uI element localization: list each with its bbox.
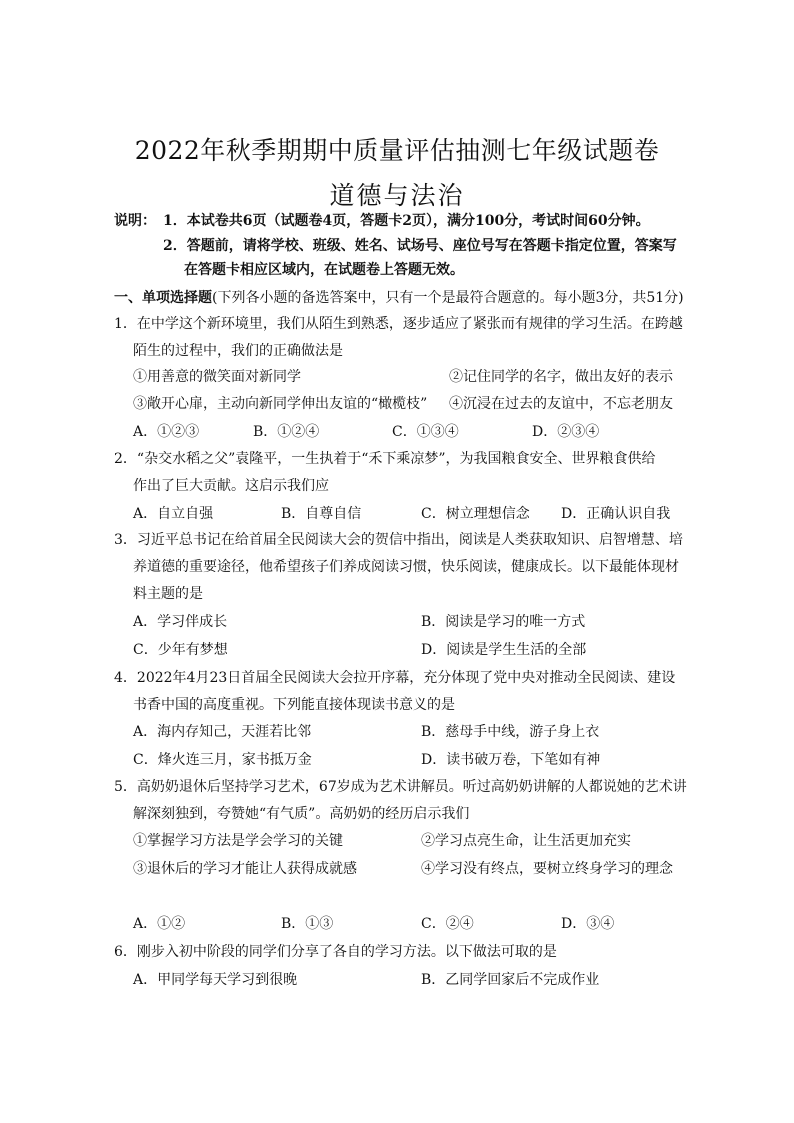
q2-option-c: C．树立理想信念 [421,506,530,522]
question-3-stem-cont: 养道德的重要途径，他希望孩子们养成阅读习惯，快乐阅读，健康成长。以下最能体现材 [133,559,679,575]
question-6-stem: 6．刚步入初中阶段的同学们分享了各自的学习方法。以下做法可取的是 [114,944,557,960]
question-5-stem-cont: 解深刻独到，夸赞她“有气质”。高奶奶的经历启示我们 [133,806,470,822]
q4-option-d: D．读书破万卷，下笔如有神 [421,752,601,768]
q4-option-c: C．烽火连三月，家书抵万金 [133,752,312,768]
q3-option-a: A．学习伴成长 [133,614,228,630]
q3-option-b: B．阅读是学习的唯一方式 [421,614,586,630]
q4-option-b: B．慈母手中线，游子身上衣 [421,724,600,740]
subject-title: 道德与法治 [329,181,465,210]
q6-option-a: A．甲同学每天学习到很晚 [133,972,298,988]
notes-item-2-cont: 在答题卡相应区域内，在试题卷上答题无效。 [184,262,464,278]
q1-option-b: B．①②④ [253,424,320,440]
q2-option-a: A．自立自强 [133,506,214,522]
q5-statement-2: ②学习点亮生命，让生活更加充实 [421,833,631,849]
q5-statement-3: ③退休后的学习才能让人获得成就感 [133,861,357,877]
q1-option-a: A．①②③ [133,424,200,440]
question-1-stem-cont: 陌生的过程中，我们的正确做法是 [133,343,343,359]
q2-option-d: D．正确认识自我 [561,506,671,522]
q1-option-d: D．②③④ [532,424,600,440]
q5-statement-4: ④学习没有终点，要树立终身学习的理念 [421,861,673,877]
section-instruction: (下列各小题的备选答案中，只有一个是最符合题意的。每小题3分，共51分) [212,290,684,306]
question-2-stem: 2．“杂交水稻之父”袁隆平，一生执着于“禾下乘凉梦”，为我国粮食安全、世界粮食供给 [114,451,656,467]
q5-option-b: B．①③ [281,916,334,932]
question-5-stem: 5．高奶奶退休后坚持学习艺术，67岁成为艺术讲解员。听过高奶奶讲解的人都说她的艺术讲 [114,779,687,795]
question-4-stem-cont: 书香中国的高度重视。下列能直接体现读书意义的是 [133,697,455,713]
section-title: 一、单项选择题 [114,290,212,306]
q1-statement-2: ②记住同学的名字，做出友好的表示 [449,369,673,385]
q1-statement-1: ①用善意的微笑面对新同学 [133,369,301,385]
question-3-stem: 3．习近平总书记在给首届全民阅读大会的贺信中指出，阅读是人类获取知识、启智增慧、培 [114,532,683,548]
q1-option-c: C．①③④ [392,424,459,440]
q3-option-c: C．少年有梦想 [133,642,228,658]
notes-item-2: 2．答题前，请将学校、班级、姓名、试场号、座位号写在答题卡指定位置，答案写 [163,238,677,254]
exam-title: 2022年秋季期期中质量评估抽测七年级试题卷 [134,136,660,165]
notes-item-1: 1．本试卷共6页（试题卷4页，答题卡2页），满分100分，考试时间60分钟。 [163,213,650,229]
question-3-stem-cont-2: 料主题的是 [133,586,203,602]
q5-option-a: A．①② [133,916,186,932]
q1-statement-4: ④沉浸在过去的友谊中，不忘老朋友 [449,396,673,412]
q5-option-c: C．②④ [421,916,474,932]
q5-statement-1: ①掌握学习方法是学会学习的关键 [133,833,343,849]
q6-option-b: B．乙同学回家后不完成作业 [421,972,600,988]
q1-statement-3: ③敞开心扉，主动向新同学伸出友谊的“橄榄枝” [133,396,428,412]
question-2-stem-cont: 作出了巨大贡献。这启示我们应 [133,478,329,494]
question-1-stem: 1．在中学这个新环境里，我们从陌生到熟悉，逐步适应了紧张而有规律的学习生活。在跨越 [114,316,683,332]
q2-option-b: B．自尊自信 [281,506,362,522]
section-heading [114,289,684,307]
question-4-stem: 4．2022年4月23日首届全民阅读大会拉开序幕，充分体现了党中央对推动全民阅读、建设 [114,670,676,686]
notes-label: 说明： [114,213,156,229]
q4-option-a: A．海内存知己，天涯若比邻 [133,724,312,740]
q3-option-d: D．阅读是学生生活的全部 [421,642,587,658]
q5-option-d: D．③④ [561,916,615,932]
